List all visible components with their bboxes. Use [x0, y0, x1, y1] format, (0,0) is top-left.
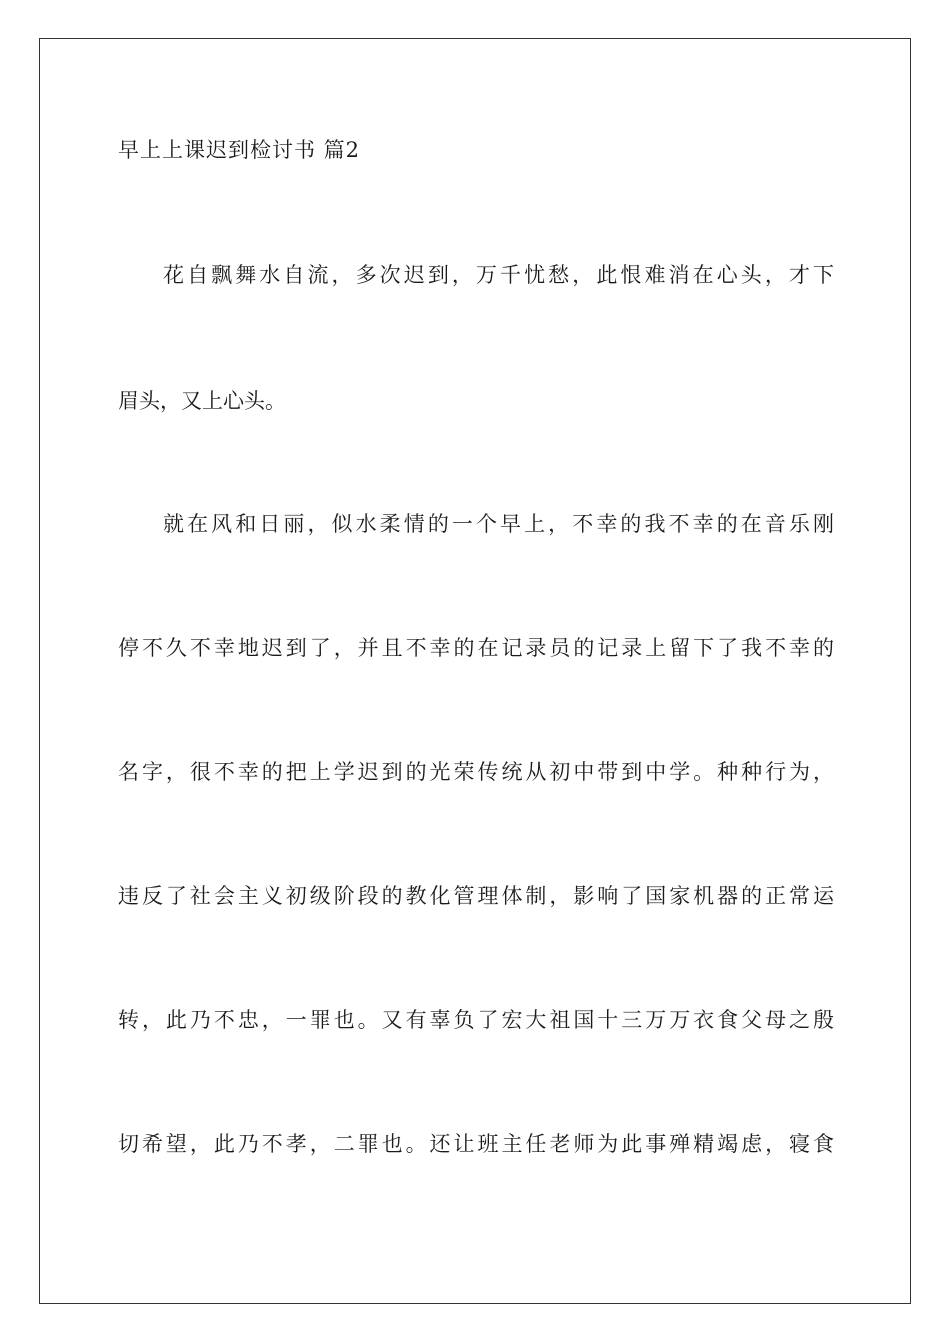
- document-heading: 早上上课迟到检讨书 篇2: [118, 138, 361, 162]
- paragraph-2-line-6: 切希望，此乃不孝，二罪也。还让班主任老师为此事殚精竭虑，寝食: [118, 1132, 834, 1156]
- paragraph-2-line-2: 停不久不幸地迟到了，并且不幸的在记录员的记录上留下了我不幸的: [118, 636, 834, 660]
- paragraph-2-line-3: 名字，很不幸的把上学迟到的光荣传统从初中带到中学。种种行为，: [118, 760, 834, 784]
- paragraph-1-line-2: 眉头，又上心头。: [118, 389, 286, 413]
- paragraph-1-line-1: 花自飘舞水自流，多次迟到，万千忧愁，此恨难消在心头，才下: [163, 263, 834, 287]
- page-border: [39, 38, 911, 1304]
- paragraph-2-line-1: 就在风和日丽，似水柔情的一个早上，不幸的我不幸的在音乐刚: [163, 512, 834, 536]
- paragraph-2-line-4: 违反了社会主义初级阶段的教化管理体制，影响了国家机器的正常运: [118, 884, 834, 908]
- paragraph-2-line-5: 转，此乃不忠，一罪也。又有辜负了宏大祖国十三万万衣食父母之殷: [118, 1008, 834, 1032]
